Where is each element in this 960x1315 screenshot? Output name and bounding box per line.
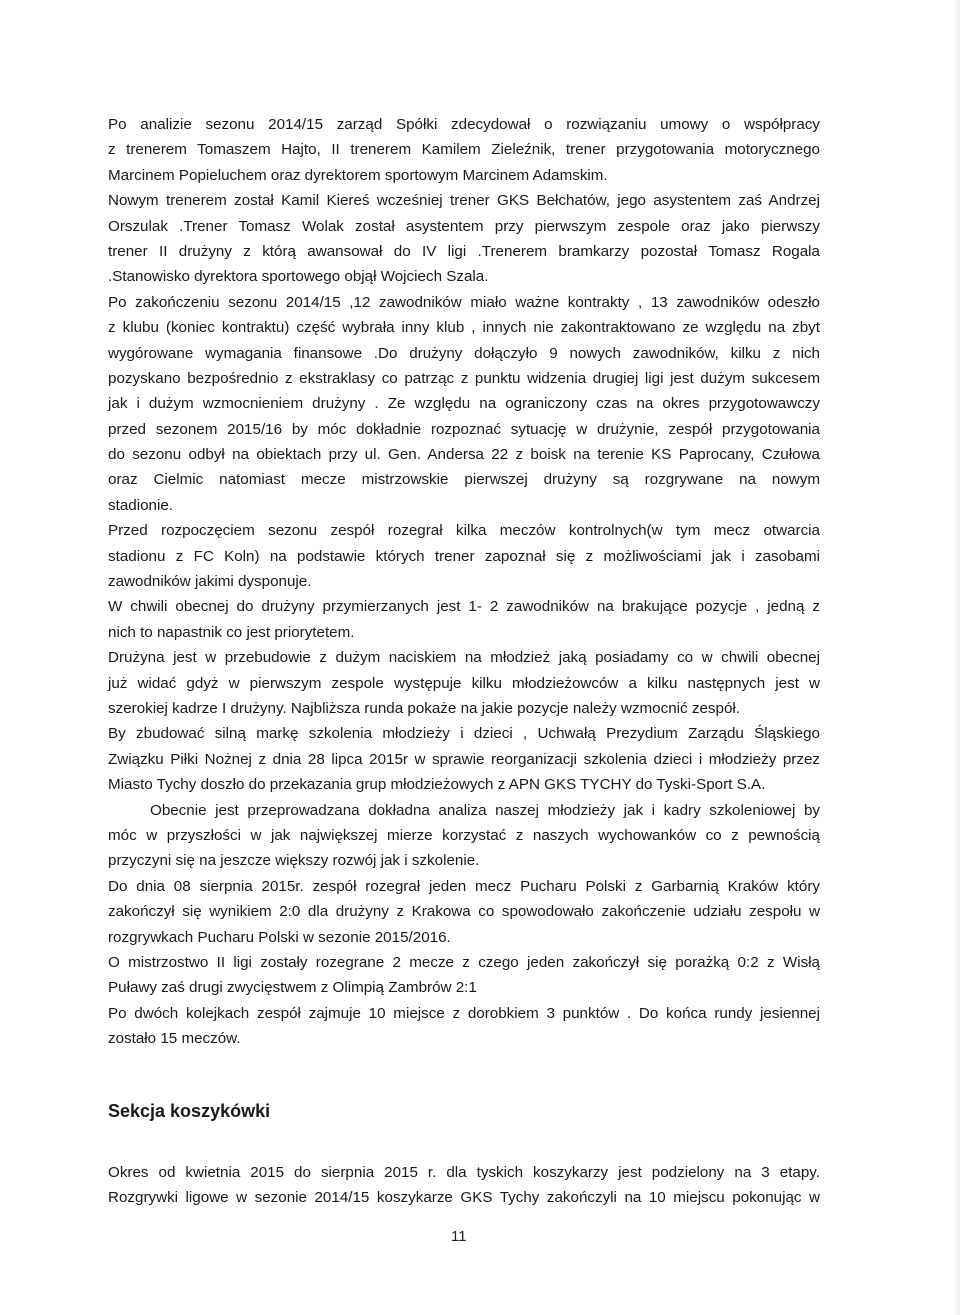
text-line: Po zakończeniu sezonu 2014/15 ,12 zawodników miało ważne kontrakty , 13 zawodników odeszło bbox=[108, 293, 820, 311]
text-line: By zbudować silną markę szkolenia młodzieży i dzieci , Uchwałą Prezydium Zarządu Śląskiego bbox=[108, 725, 820, 743]
text-line: Nowym trenerem został Kamil Kiereś wcześniej trener GKS Bełchatów, jego asystentem zaś Andrzej bbox=[108, 192, 820, 210]
text-line: Po analizie sezonu 2014/15 zarząd Spółki zdecydował o rozwiązaniu umowy o współpracy bbox=[108, 116, 820, 133]
text-line: Po dwóch kolejkach zespół zajmuje 10 miejsce z dorobkiem 3 punktów . Do końca rundy jesiennej bbox=[108, 1004, 820, 1022]
text-line: stadionu z FC Koln) na podstawie których trener zapoznał się z możliwościami jak i zasobami bbox=[108, 547, 820, 565]
text-line: trener II drużyny z którą awansował do IV ligi .Trenerem bramkarzy pozostał Tomasz Rogala bbox=[108, 242, 820, 260]
text-line: zawodników jakimi dysponuje. bbox=[108, 573, 312, 591]
page-number: 11 bbox=[451, 1228, 467, 1245]
text-line: O mistrzostwo II ligi zostały rozegrane 2 mecze z czego jeden zakończył się porażką 0:2 z Wisłą bbox=[108, 953, 820, 971]
text-line: Do dnia 08 sierpnia 2015r. zespół rozegrał jeden mecz Pucharu Polski z Garbarnią Kraków który bbox=[108, 877, 820, 895]
text-line: Obecnie jest przeprowadzana dokładna analiza naszej młodzieży jak i kadry szkoleniowej by bbox=[150, 801, 820, 819]
text-line: Związku Piłki Nożnej z dnia 28 lipca 2015r w sprawie reorganizacji szkolenia dzieci i młodzieży przez bbox=[108, 750, 820, 768]
text-line: Puławy zaś drugi zwycięstwem z Olimpią Zambrów 2:1 bbox=[108, 979, 477, 997]
text-line: oraz Cielmic natomiast mecze mistrzowskie pierwszej drużyny są rozgrywane na nowym bbox=[108, 471, 820, 489]
scan-edge bbox=[952, 0, 960, 1315]
paragraph bbox=[108, 645, 820, 721]
text-line: z klubu (koniec kontraktu) część wybrała inny klub , innych nie zakontraktowano ze względu na zbyt bbox=[108, 319, 820, 337]
paragraph bbox=[108, 290, 820, 519]
body-text bbox=[108, 112, 820, 1051]
text-line: rozgrywkach Pucharu Polski w sezonie 2015/2016. bbox=[108, 928, 451, 946]
text-line: przyczyni się na jeszcze większy rozwój jak i szkolenie. bbox=[108, 852, 480, 870]
paragraph bbox=[108, 874, 820, 950]
text-line: W chwili obecnej do drużyny przymierzanych jest 1- 2 zawodników na brakujące pozycje , jedną z bbox=[108, 598, 820, 616]
text-line: Orszulak .Trener Tomasz Wolak został asystentem przy pierwszym zespole oraz jako pierwszy bbox=[108, 217, 820, 235]
paragraph bbox=[108, 950, 820, 1001]
text-line: do sezonu odbył na obiektach przy ul. Gen. Andersa 22 z boisk na terenie KS Paprocany, Czułowa bbox=[108, 446, 820, 464]
text-line: nich to napastnik co jest priorytetem. bbox=[108, 623, 355, 641]
text-line: jak i dużym wzmocnieniem drużyny . Ze względu na ograniczony czas na okres przygotowawczy bbox=[108, 395, 820, 413]
text-line: Miasto Tychy doszło do przekazania grup młodzieżowych z APN GKS TYCHY do Tyski-Sport S.A. bbox=[108, 776, 766, 794]
text-line: Przed rozpoczęciem sezonu zespół rozegrał kilka meczów kontrolnych(w tym mecz otwarcia bbox=[108, 522, 820, 540]
text-line: Marcinem Popieluchem oraz dyrektorem sportowym Marcinem Adamskim. bbox=[108, 166, 608, 184]
paragraph bbox=[108, 112, 820, 188]
paragraph bbox=[108, 721, 820, 797]
text-line: zakończył się wynikiem 2:0 dla drużyny z Krakowa co spowodowało zakończenie udziału zespołu w bbox=[108, 903, 820, 921]
text-line: przed sezonem 2015/16 by móc dokładnie rozpoznać sytuację w drużynie, zespół przygotowania bbox=[108, 420, 820, 438]
text-line: już widać gdyż w pierwszym zespole występuje kilku młodzieżowców a kilku następnych jest w bbox=[108, 674, 820, 692]
text-line: .Stanowisko dyrektora sportowego objął Wojciech Szala. bbox=[108, 268, 489, 286]
paragraph bbox=[108, 594, 820, 645]
text-line: Rozgrywki ligowe w sezonie 2014/15 koszykarze GKS Tychy zakończyli na 10 miejscu pokonując w bbox=[108, 1189, 820, 1207]
text-line: móc w przyszłości w jak największej mierze korzystać z naszych wychowanków co z pewnością bbox=[108, 826, 820, 844]
text-line: z trenerem Tomaszem Hajto, II trenerem Kamilem Zieleźnik, trener przygotowania motorycznego bbox=[108, 141, 820, 159]
paragraph bbox=[108, 1001, 820, 1052]
paragraph bbox=[108, 798, 820, 874]
text-line: szerokiej kadrze I drużyny. Najbliższa runda pokaże na jakie pozycje należy wzmocnić zespół. bbox=[108, 699, 740, 717]
text-line: Drużyna jest w przebudowie z dużym naciskiem na młodzież jaką posiadamy co w chwili obecnej bbox=[108, 649, 820, 667]
section-heading: Sekcja koszykówki bbox=[108, 1101, 271, 1121]
text-line: Okres od kwietnia 2015 do sierpnia 2015 r. dla tyskich koszykarzy jest podzielony na 3 etapy. bbox=[108, 1164, 820, 1181]
paragraph bbox=[108, 518, 820, 594]
paragraph bbox=[108, 188, 820, 290]
text-line: pozyskano bezpośrednio z ekstraklasy co patrząc z punktu widzenia drugiej ligi jest dużym sukcesem bbox=[108, 369, 820, 387]
text-line: stadionie. bbox=[108, 496, 174, 514]
text-line: wygórowane wymagania finansowe .Do drużyny dołączyło 9 nowych zawodników, kilku z nich bbox=[108, 344, 820, 362]
text-line: zostało 15 meczów. bbox=[108, 1030, 241, 1048]
section-body-text bbox=[108, 1160, 820, 1211]
